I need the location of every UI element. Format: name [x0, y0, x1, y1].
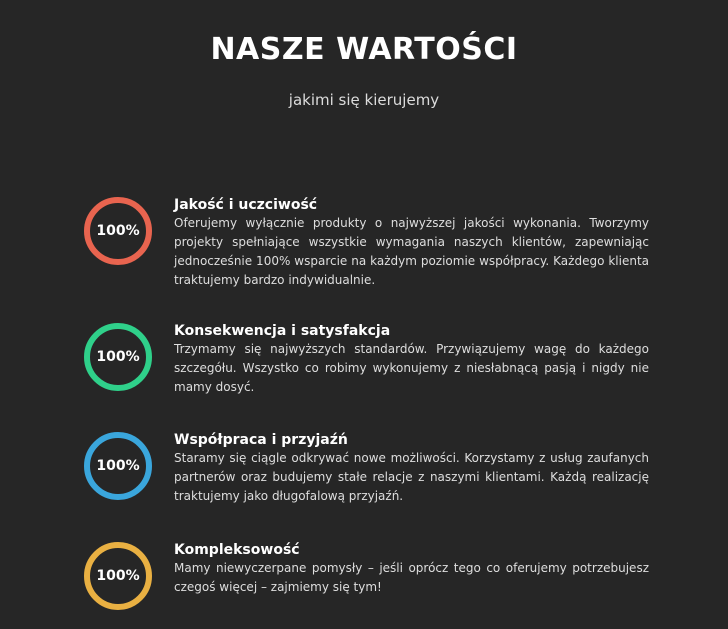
- value-description: Staramy się ciągle odkrywać nowe możliwości. Korzystamy z usług zaufanych partnerów oraz budujemy stałe relacje z naszymi klientami. Każdą realizację traktujemy jako długofalową przyjaźń.: [174, 451, 649, 503]
- progress-ring: [83, 322, 153, 392]
- progress-ring: [83, 431, 153, 501]
- page-subtitle: jakimi się kierujemy: [288, 91, 440, 109]
- value-description: Mamy niewyczerpane pomysły – jeśli oprócz tego co oferujemy potrzebujesz czegoś więcej – zajmiemy się tym!: [174, 561, 649, 594]
- value-heading: Jakość i uczciwość: [174, 197, 318, 213]
- value-text: [174, 322, 649, 397]
- progress-ring-label: 100%: [96, 349, 140, 365]
- value-text: [174, 541, 649, 597]
- progress-ring-label: 100%: [96, 568, 140, 584]
- value-text: [174, 196, 649, 290]
- progress-ring: [83, 196, 153, 266]
- value-description: Oferujemy wyłącznie produkty o najwyższej jakości wykonania. Tworzymy projekty spełniające wszystkie wymagania naszych klientów, zapewniając jednocześnie 100% wsparcie na każdym poziomie współpracy. Każdego klienta traktujemy bardzo indywidualnie.: [174, 216, 649, 287]
- page-title: NASZE WARTOŚCI: [210, 32, 518, 67]
- progress-ring: [83, 541, 153, 611]
- progress-ring-label: 100%: [96, 223, 140, 239]
- value-description: Trzymamy się najwyższych standardów. Przywiązujemy wagę do każdego szczegółu. Wszystko co robimy wykonujemy z niesłabnącą pasją i nigdy nie mamy dosyć.: [174, 342, 649, 394]
- progress-ring-label: 100%: [96, 458, 140, 474]
- value-heading: Współpraca i przyjaźń: [174, 432, 348, 448]
- value-text: [174, 431, 649, 506]
- value-heading: Konsekwencja i satysfakcja: [174, 323, 391, 339]
- value-heading: Kompleksowość: [174, 542, 300, 558]
